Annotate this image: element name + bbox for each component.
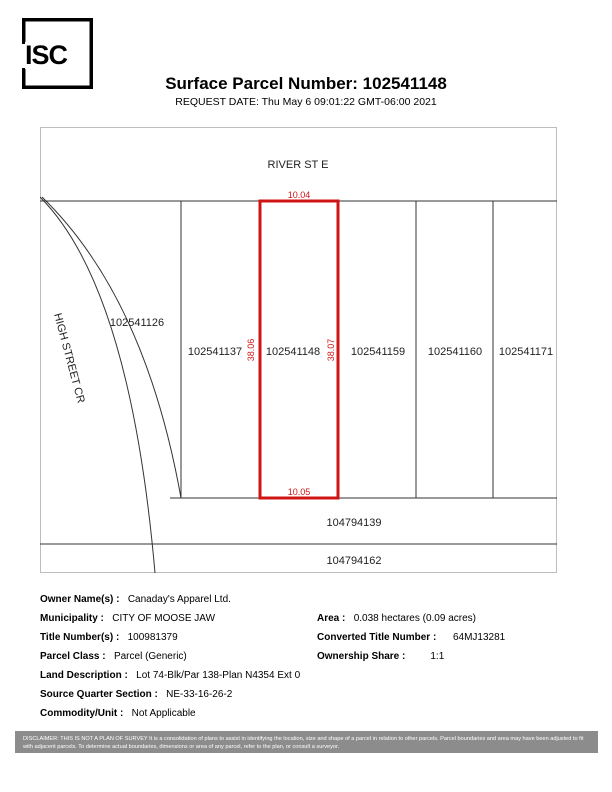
street-label-high: HIGH STREET CR — [51, 311, 87, 405]
parcel-label: 102541160 — [427, 346, 483, 358]
dimension-left: 38.06 — [246, 338, 256, 362]
request-date: REQUEST DATE: Thu May 6 09:01:22 GMT-06:00 2021 — [175, 96, 437, 108]
title-number-value: 100981379 — [127, 632, 178, 643]
title-number-label: Title Number(s) : — [40, 632, 120, 643]
parcel-details — [40, 594, 580, 724]
page-title: Surface Parcel Number: 102541148 — [165, 74, 447, 93]
parcel-label: 104794139 — [326, 517, 382, 529]
ownership-share-row — [317, 651, 444, 662]
commodity-label: Commodity/Unit : — [40, 708, 124, 719]
source-quarter-row — [40, 689, 232, 700]
disclaimer: DISCLAIMER: THIS IS NOT A PLAN OF SURVEY It is a consolidation of plans to assist in identifying the location, size and shape of a parcel in relation to other parcels. Parcel boundaries and area may have been adjusted to fit with adjacent parcels. To determine actual boundaries, dimensions or area of any parcel, refer to the plan, or consult a surveyor. — [15, 731, 598, 753]
commodity-row — [40, 708, 196, 719]
parcel-class-row — [40, 651, 187, 662]
parcel-class-value: Parcel (Generic) — [113, 651, 187, 662]
parcel-map-svg — [40, 127, 557, 573]
ownership-share-label: Ownership Share : — [317, 651, 406, 662]
parcel-label-selected: 102541148 — [265, 346, 321, 358]
title-number-row — [40, 632, 178, 643]
converted-title-label: Converted Title Number : — [317, 632, 437, 643]
dimension-top: 10.04 — [287, 190, 311, 200]
area-label: Area : — [317, 613, 346, 624]
parcel-label: 102541171 — [498, 346, 554, 358]
land-description-label: Land Description : — [40, 670, 128, 681]
land-description-row — [40, 670, 300, 681]
parcel-label: 102541137 — [187, 346, 243, 358]
logo-text: ISC — [25, 42, 70, 69]
land-description-value: Lot 74-Blk/Par 138-Plan N4354 Ext 0 — [136, 670, 301, 681]
parcel-label: 104794162 — [326, 555, 382, 567]
ownership-share-value: 1:1 — [430, 651, 445, 662]
owner-row — [40, 594, 231, 605]
parcel-class-label: Parcel Class : — [40, 651, 106, 662]
converted-title-row — [317, 632, 505, 643]
commodity-value: Not Applicable — [131, 708, 196, 719]
source-quarter-label: Source Quarter Section : — [40, 689, 158, 700]
source-quarter-value: NE-33-16-26-2 — [166, 689, 233, 700]
parcel-map — [40, 127, 557, 573]
converted-title-value: 64MJ13281 — [452, 632, 506, 643]
dimension-bottom: 10.05 — [287, 487, 311, 497]
street-label-river: RIVER ST E — [267, 159, 329, 171]
area-row — [317, 613, 476, 624]
owner-value: Canaday's Apparel Ltd. — [127, 594, 231, 605]
municipality-label: Municipality : — [40, 613, 104, 624]
dimension-right: 38.07 — [326, 338, 336, 362]
municipality-value: CITY OF MOOSE JAW — [112, 613, 216, 624]
municipality-row — [40, 613, 215, 624]
owner-label: Owner Name(s) : — [40, 594, 120, 605]
parcel-label: 102541159 — [350, 346, 406, 358]
area-value: 0.038 hectares (0.09 acres) — [353, 613, 476, 624]
parcel-label: 102541126 — [109, 317, 165, 329]
